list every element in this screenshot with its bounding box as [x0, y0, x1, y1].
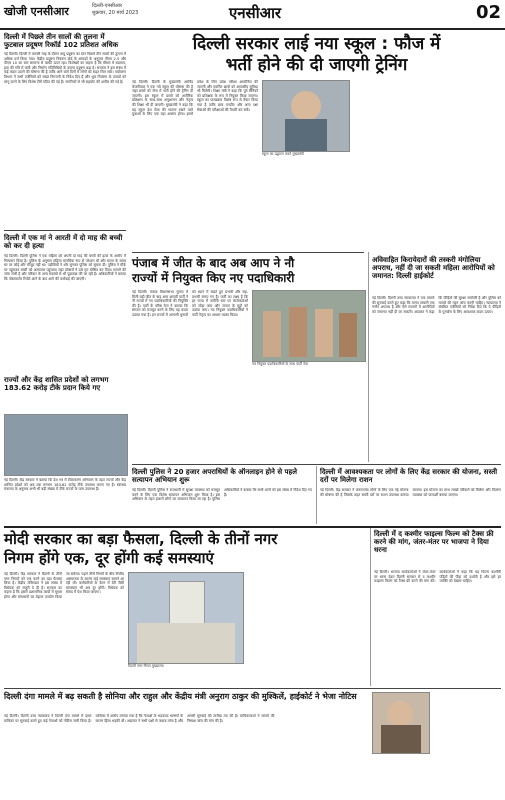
divider — [4, 230, 126, 231]
column-rule — [316, 466, 317, 524]
kashmir-headline: दिल्ली में द कश्मीर फाइल्स फिल्म को टैक्स फ्री करने की मांग, जंतर-मंतर पर भाजपा ने दिया धरना — [374, 530, 494, 554]
punjab-headline-line2: राज्यों में नियुक्त किए नए पदाधिकारी — [132, 271, 295, 285]
story2b-body: नई दिल्ली। केंद्र सरकार ने बताया कि देश भर में टीकाकरण अभियान के तहत राज्यों और केंद्र शासित प्रदेशों को अब तक लगभग 183.62 करोड़ टीके उपलब्ध कराए गए हैं। स्वास्थ्य मंत्रालय के अनुसार अभी भी बड़ी संख्या में टीके राज्यों के पास उपलब्ध हैं। — [4, 478, 126, 492]
modi-photo-caption: दिल्ली नगर निगम मुख्यालय — [128, 664, 164, 668]
bottom-body-cont — [432, 692, 501, 796]
punjab-body-cont — [252, 372, 364, 460]
header-meta — [92, 3, 212, 17]
column-rule — [368, 252, 369, 462]
side-story-headline: अविवाहित किरायेदारों की तस्करी मंगोलिया अपराध, नहीं दी जा सकती महिला आरोपियों को जमानत: दिल्ली हाईकोर्ट — [372, 256, 495, 280]
lead-photo — [262, 80, 350, 152]
lead-body-cont — [352, 80, 501, 250]
modi-headline-line2: निगम होंगे एक, दूर होंगी कई समस्याएं — [4, 549, 214, 567]
modi-headline — [4, 530, 366, 568]
punjab-photo-caption: नव नियुक्त पदाधिकारियों के साथ पार्टी नेता — [252, 362, 309, 366]
punjab-headline — [132, 256, 364, 286]
header-meta-line1: दिल्ली-एनसीआर — [92, 3, 123, 9]
page-header — [0, 0, 505, 30]
divider — [4, 688, 501, 689]
civic-centre-photo — [128, 572, 244, 664]
column-rule — [370, 528, 371, 686]
divider — [132, 464, 501, 465]
person-figure — [291, 91, 321, 121]
side-story-body: नई दिल्ली। दिल्ली उच्च न्यायालय ने एक मामले की सुनवाई करते हुए कहा कि मानव तस्करी एक गंभीर अपराध है और ऐसे मामलों में आरोपियों को जमानत नहीं दी जा सकती। अदालत ने कहा कि पीड़ितों की सुरक्षा सर्वोपरि है और पुलिस को मामले की गहन जांच करनी चाहिए। न्यायालय ने संबंधित एजेंसियों को निर्देश दिए कि वे पीड़ितों के पुनर्वास के लिए आवश्यक कदम उठाएं। — [372, 296, 501, 314]
bottom-headline: दिल्ली दंगा मामले में बढ़ सकती है सोनिया और राहुल और केंद्रीय मंत्री अनुराग ठाकुर की मुश्किलें, हाईकोर्ट ने भेजा नोटिस — [4, 692, 357, 701]
story2-body: नई दिल्ली। दिल्ली पुलिस ने एक महिला को अपनी दो माह की बच्ची की हत्या के आरोप में गिरफ्तार किया है। पुलिस के अनुसार महिला मानसिक रूप से परेशान थी और घटना के समय घर पर कोई और मौजूद नहीं था। पड़ोसियों ने शोर सुनकर पुलिस को सूचना दी। पुलिस ने मौके पर पहुंचकर बच्ची को अस्पताल पहुंचाया जहां डॉक्टरों ने उसे मृत घोषित कर दिया। मामले की जांच जारी है और परिवार के अन्य सदस्यों से भी पूछताछ की जा रही है। अधिकारियों ने बताया कि पोस्टमार्टम रिपोर्ट आने के बाद आगे की कार्रवाई की जाएगी। — [4, 254, 126, 281]
building-base — [137, 623, 235, 663]
story1-headline: दिल्ली में पिछले तीन सालों की तुलना में फुटबाल प्रदूषण रिकॉर्ड 102 प्रतिशत अधिक — [4, 33, 119, 49]
punjab-body: नई दिल्ली। पंजाब विधानसभा चुनाव में मिली बड़ी जीत के बाद आम आदमी पार्टी ने नौ राज्यों में नए पदाधिकारियों की नियुक्ति की है। पार्टी के वरिष्ठ नेता ने बताया कि संगठन को मजबूत करने के लिए यह कदम उठाया गया है। इन राज्यों में आगामी चुनावों को ध्यान में रखते हुए प्रभारी और सह-प्रभारी बनाए गए हैं। पार्टी का लक्ष्य है कि हर राज्य में जमीनी स्तर पर कार्यकर्ताओं को जोड़ा जाए और जनता के मुद्दों को उठाया जाए। नव नियुक्त पदाधिकारियों ने पार्टी नेतृत्व का आभार व्यक्त किया। — [132, 290, 248, 317]
lead-headline-line1: दिल्ली सरकार लाई नया स्कूल : फौज में — [192, 34, 441, 54]
newspaper-logo: खोजी एनसीआर — [4, 5, 69, 18]
person-figure — [315, 309, 333, 357]
lead-photo-caption: स्कूल का उद्घाटन करते मुख्यमंत्री — [262, 152, 304, 156]
bottom-photo — [372, 692, 430, 754]
person-figure — [263, 311, 281, 357]
person-figure — [339, 313, 357, 357]
person-figure-body — [285, 119, 327, 151]
middle1-body: नई दिल्ली। दिल्ली पुलिस ने राजधानी में सुरक्षा व्यवस्था को मजबूत करने के लिए एक विशेष सत्यापन अभियान शुरू किया है। इस अभियान के तहत हजारों लोगों का सत्यापन किया जा रहा है। पुलिस अधिकारियों ने बताया कि सभी थानों को इस संबंध में निर्देश दिए गए हैं। — [132, 488, 312, 502]
page-number: 02 — [475, 2, 501, 23]
lead-body: नई दिल्ली। दिल्ली के मुख्यमंत्री अरविंद केजरीवाल ने एक नये स्कूल की घोषणा की है जहां छात्रों को सेना में भर्ती होने की ट्रेनिंग दी जाएगी। इस स्कूल में छात्रों को शारीरिक प्रशिक्षण के साथ-साथ अनुशासन और नेतृत्व की शिक्षा भी दी जाएगी। मुख्यमंत्री ने कहा कि यह स्कूल देश सेवा की भावना रखने वाले युवाओं के लिए एक बड़ा अवसर होगा। इसमें प्रवेश के लिए प्रवेश परीक्षा आयोजित की जाएगी और चयनित छात्रों को आवासीय सुविधा भी मिलेगी। शिक्षा मंत्री ने कहा कि पूर्व सैनिकों को प्रशिक्षक के रूप में नियुक्त किया जाएगा। स्कूल का पाठ्यक्रम विशेष रूप से तैयार किया गया है ताकि छात्र एनडीए और अन्य रक्षा सेवाओं की परीक्षाओं की तैयारी कर सकें। — [132, 80, 258, 117]
middle1-headline: दिल्ली पुलिस ने 20 हजार अपराधियों के ऑनलाइन होने से पहले सत्यापन अभियान शुरू — [132, 468, 297, 484]
punjab-headline-line1: पंजाब में जीत के बाद अब आप ने नौ — [132, 256, 295, 270]
person-figure — [289, 307, 307, 357]
middle2-headline: दिल्ली में आवश्यकता पर लोगों के लिए केंद्र सरकार की योजना, सस्ती दरों पर मिलेगा राशन — [320, 468, 498, 484]
vaccine-photo — [4, 414, 128, 476]
modi-body-cont — [246, 572, 366, 684]
person-figure-body — [381, 725, 421, 753]
story1-body: नई दिल्ली। दिल्ली में फरवरी माह के दौरान वायु प्रदूषण का स्तर पिछले तीन सालों की तुलना में अधिक दर्ज किया गया। केंद्रीय प्रदूषण नियंत्रण बोर्ड के आंकड़ों के अनुसार पीएम 2.5 और पीएम 10 का स्तर सामान्य से काफी ऊपर रहा। विशेषज्ञों का कहना है कि मौसम में बदलाव, हवा की गति में कमी और निर्माण गतिविधियों के कारण प्रदूषण बढ़ा है। सरकार ने इस संबंध में कई कदम उठाने की घोषणा की है ताकि आने वाले दिनों में लोगों को राहत मिल सके। पर्यावरण विभाग ने सभी एजेंसियों को सख्त निगरानी के निर्देश दिए हैं और धूल नियंत्रण के उपायों को लागू करने के लिए विशेष टीमें गठित की गई हैं। नागरिकों से भी सहयोग की अपील की गई है। — [4, 52, 126, 84]
header-meta-line2: शुक्रवार, 20 मार्च 2023 — [92, 10, 139, 16]
person-figure — [387, 701, 413, 727]
punjab-photo — [252, 290, 366, 362]
modi-body: नई दिल्ली। केंद्र सरकार ने दिल्ली के तीनों नगर निगमों को एक करने का बड़ा फैसला लिया है। केंद्रीय मंत्रिमंडल ने इस संबंध में विधेयक को मंजूरी दे दी है। सरकार का कहना है कि इससे प्रशासनिक कार्यों में सुधार होगा और संसाधनों का बेहतर उपयोग किया जा सकेगा। पहले तीनों निगमों के बीच वित्तीय असमानता के कारण कई समस्याएं सामने आ रही थीं। कर्मचारियों के वेतन में देरी जैसी समस्याएं भी अब दूर होंगी। विधेयक को संसद में पेश किया जाएगा। — [4, 572, 124, 599]
bottom-body: नई दिल्ली। दिल्ली उच्च न्यायालय ने दिल्ली दंगा मामले में दायर याचिका पर सुनवाई करते हुए कई नेताओं को नोटिस जारी किया है। याचिका में आरोप लगाया गया है कि नेताओं के भड़काऊ भाषणों के कारण हिंसा भड़की थी। अदालत ने सभी पक्षों से जवाब मांगा है और अगली सुनवाई की तारीख तय की है। याचिकाकर्ता ने मामले की निष्पक्ष जांच की मांग की है। — [4, 714, 275, 723]
lead-headline — [132, 34, 501, 76]
modi-headline-line1: मोदी सरकार का बड़ा फैसला, दिल्ली के तीनों नगर — [4, 530, 278, 548]
section-title: एनसीआर — [228, 4, 282, 22]
middle2-body: नई दिल्ली। केंद्र सरकार ने जरूरतमंद लोगों के लिए एक नई योजना की घोषणा की है जिसके तहत सस्ती दरों पर राशन उपलब्ध कराया जाएगा। इस योजना का लाभ लाखों परिवारों को मिलेगा और वितरण व्यवस्था को पारदर्शी बनाया जाएगा। — [320, 488, 501, 497]
lead-headline-line2: भर्ती होने की दी जाएगी ट्रेनिंग — [225, 55, 408, 75]
divider — [132, 252, 364, 253]
story2b-headline: राज्यों और केंद्र शासित प्रदेशों को लगभग 183.62 करोड़ टीके प्रदान किये गए — [4, 376, 109, 392]
story2-headline: दिल्ली में एक मां ने आरती में दो माह की बच्ची को कर दी हत्या — [4, 234, 123, 250]
divider — [4, 526, 501, 528]
kashmir-body: नई दिल्ली। भाजपा कार्यकर्ताओं ने जंतर-मंतर पर धरना देकर दिल्ली सरकार से द कश्मीर फाइल्स फिल्म को टैक्स फ्री करने की मांग की। कार्यकर्ताओं ने कहा कि यह फिल्म कश्मीरी पंडितों की पीड़ा को दर्शाती है और इसे हर व्यक्ति को देखना चाहिए। — [374, 570, 501, 584]
